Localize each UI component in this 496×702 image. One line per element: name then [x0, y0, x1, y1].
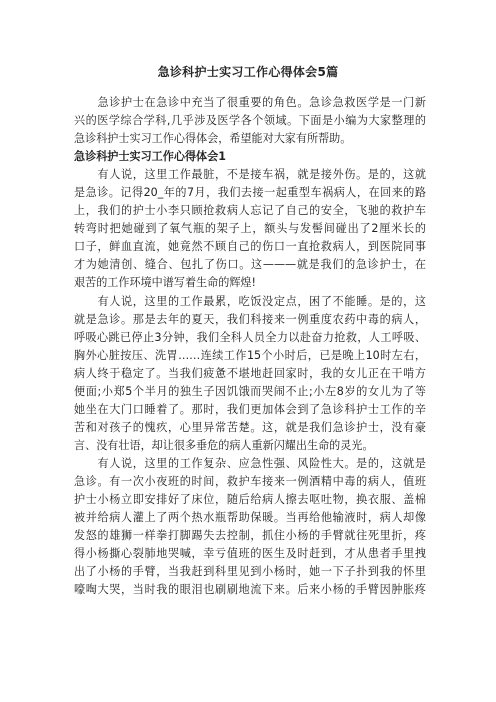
section-heading: 急诊科护士实习工作心得体会1 — [74, 150, 226, 164]
paragraph-line: 苦和对孩子的愧疚，心里异常苦楚。这，就是我们急诊护士，没有豪 — [74, 420, 426, 434]
paragraph-line: 呼吸心跳已停止3分钟，我们全科人员全力以赴奋力抢救，人工呼吸、 — [74, 330, 426, 344]
paragraph-line: 口子，鲜血直流，她竟然不顾自己的伤口一直抢救病人，到医院同事 — [74, 240, 426, 254]
paragraph-line: 上，我们的护士小李只顾抢救病人忘记了自己的安全，飞驰的救护车 — [74, 204, 426, 218]
paragraph-line: 就是急诊。那是去年的夏天，我们科接来一例重度农药中毒的病人， — [74, 312, 426, 326]
paragraph-line: 被并给病人灌上了两个热水瓶帮助保暖。当再给他输液时，病人却像 — [74, 511, 426, 525]
document-body — [74, 94, 426, 599]
paragraph-line: 嚎啕大哭，当时我的眼泪也刷刷地流下来。后来小杨的手臂因肿胀疼 — [74, 583, 426, 597]
paragraph-line: 兴的医学综合学科,几乎涉及医学各个领域。下面是小编为大家整理的 — [74, 114, 426, 128]
paragraph-line: 便面;小郑5个半月的独生子因饥饿而哭闹不止;小左8岁的女儿为了等 — [74, 384, 426, 398]
paragraph-line: 急诊科护士实习工作心得体会，希望能对大家有所帮助。 — [74, 132, 352, 146]
paragraph-line: 急诊护士在急诊中充当了很重要的角色。急诊急救医学是一门新 — [74, 96, 426, 109]
paragraph-line: 护士小杨立即安排好了床位，随后给病人擦去呕吐物，换衣服、盖棉 — [74, 493, 426, 507]
paragraph-line: 才为她清创、缝合、包扎了伤口。这———就是我们的急诊护士，在 — [74, 258, 426, 272]
paragraph-line: 转弯时把她碰到了氧气瓶的架子上，额头与发髻间碰出了2厘米长的 — [74, 222, 426, 236]
paragraph-line: 艰苦的工作环境中谱写着生命的辉煌! — [74, 276, 256, 290]
document-title: 急诊科护士实习工作心得体会5篇 — [157, 65, 339, 79]
paragraph-line: 有人说，这里的工作最累，吃饭没定点，困了不能睡。是的，这 — [74, 294, 426, 308]
paragraph-line: 病人终于稳定了。当我们疲惫不堪地赶回家时，我的女儿正在干啃方 — [74, 366, 426, 380]
paragraph-line: 得小杨撕心裂肺地哭喊，幸亏值班的医生及时赶到，才从患者手里拽 — [74, 547, 426, 561]
paragraph-line: 言、没有壮语，却让很多垂危的病人重新闪耀出生命的灵光。 — [74, 438, 374, 452]
paragraph-line: 发怒的雄狮一样拳打脚踢失去控制，抓住小杨的手臂就往死里折，疼 — [74, 529, 426, 543]
paragraph-line: 有人说，这里的工作复杂、应急性强、风险性大。是的，这就是 — [74, 456, 426, 470]
paragraph-line: 是急诊。记得20_年的7月，我们去接一起重型车祸病人，在回来的路 — [74, 186, 426, 200]
paragraph-line: 有人说，这里工作最脏，不是接车祸，就是接外伤。是的，这就 — [74, 168, 426, 182]
paragraph-line: 胸外心脏按压、洗胃……连续工作15个小时后，已是晚上10时左右， — [74, 348, 426, 362]
paragraph-line: 她坐在大门口睡着了。那时，我们更加体会到了急诊科护士工作的辛 — [74, 402, 426, 416]
paragraph-line: 出了小杨的手臂，当我赶到科里见到小杨时，她一下子扑到我的怀里 — [74, 565, 426, 579]
paragraph-line: 急诊。有一次小夜班的时间，救护车接来一例酒精中毒的病人，值班 — [74, 474, 426, 488]
